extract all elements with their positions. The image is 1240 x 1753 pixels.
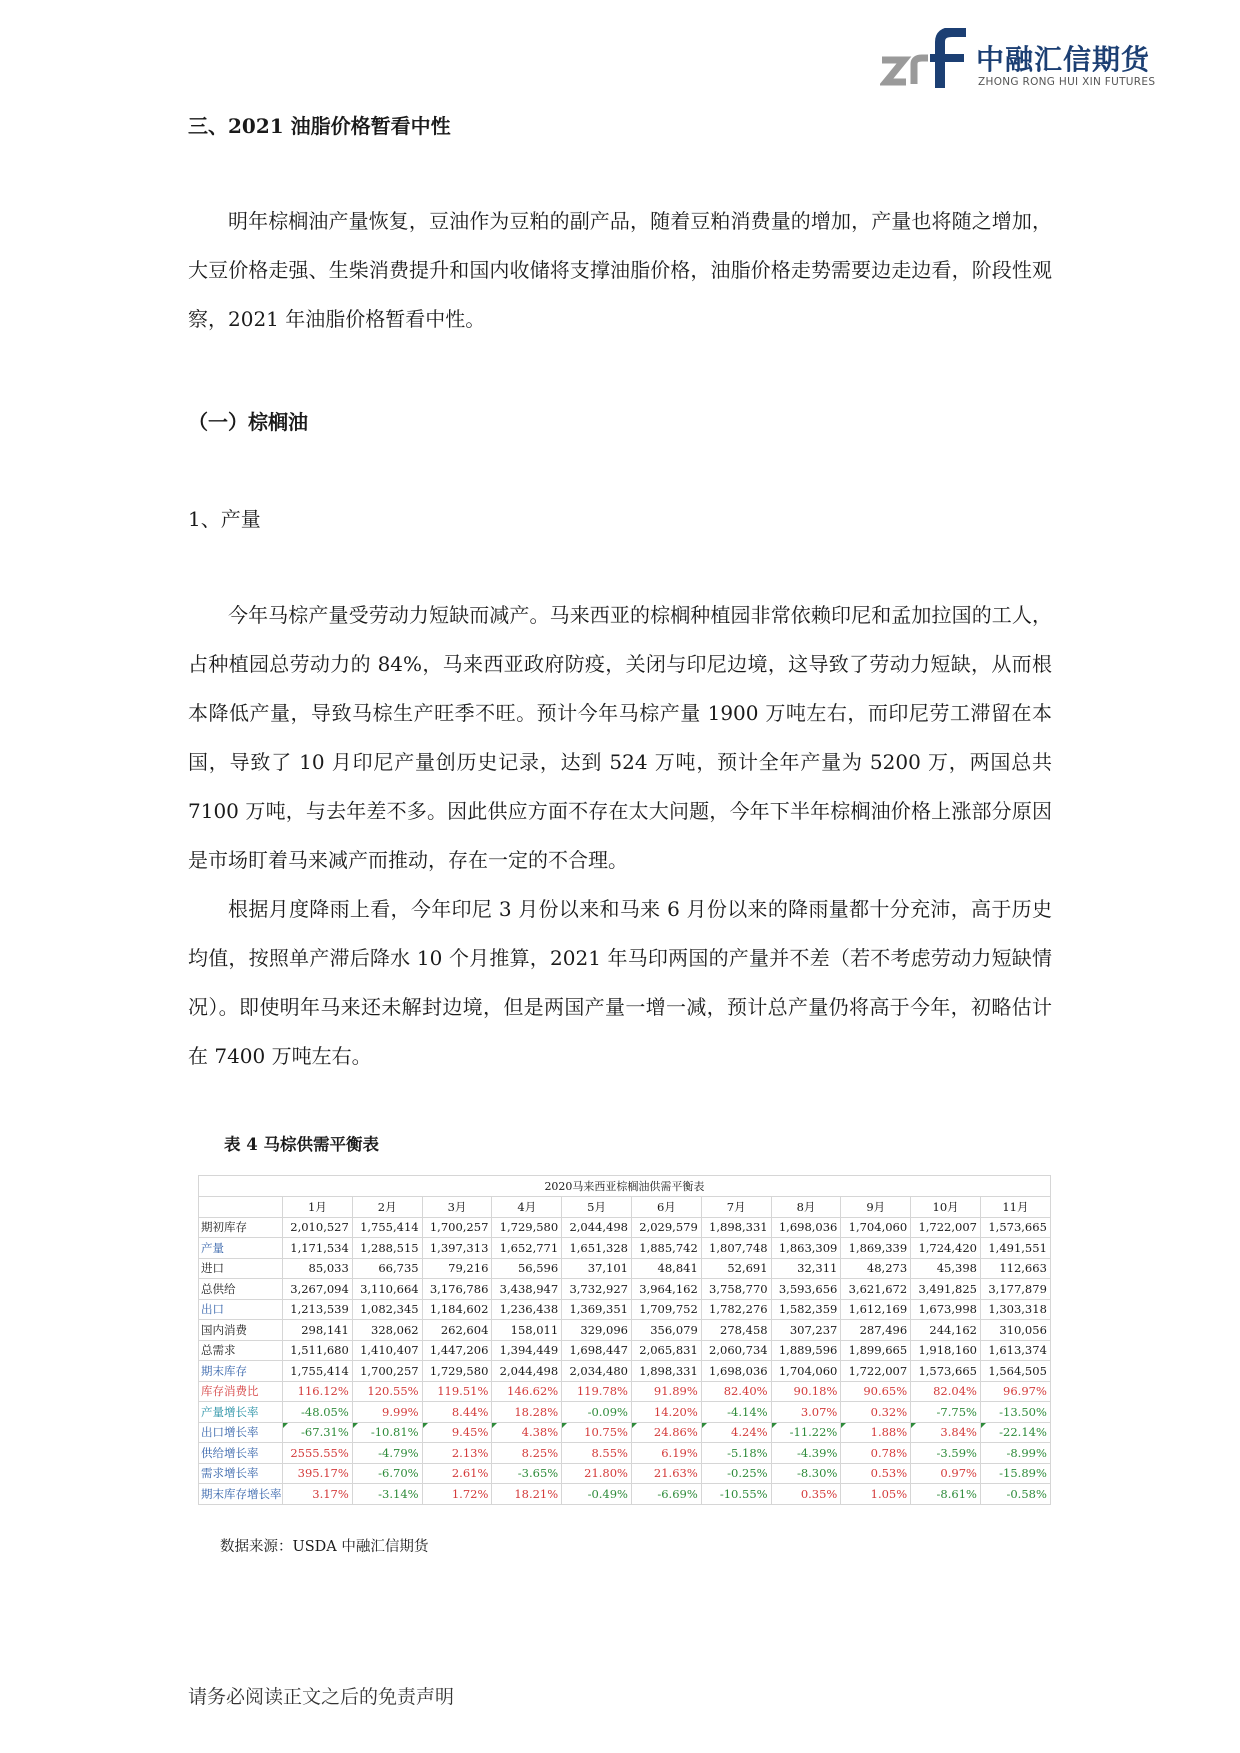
table-cell: 0.97% bbox=[911, 1463, 981, 1484]
table-cell: -8.30% bbox=[771, 1463, 841, 1484]
table-cell: 1,573,665 bbox=[911, 1361, 981, 1382]
row-label: 总供给 bbox=[199, 1279, 283, 1300]
table-row bbox=[199, 1361, 1051, 1382]
intro-paragraph bbox=[188, 197, 1052, 344]
table-cell: 48,273 bbox=[841, 1258, 911, 1279]
table-cell: 3,758,770 bbox=[701, 1279, 771, 1300]
table-cell: 66,735 bbox=[352, 1258, 422, 1279]
table-cell: 287,496 bbox=[841, 1320, 911, 1341]
table-cell: 3.17% bbox=[283, 1484, 353, 1505]
company-logo bbox=[880, 24, 1172, 96]
table-cell: 278,458 bbox=[701, 1320, 771, 1341]
table-cell: -7.75% bbox=[911, 1402, 981, 1423]
table-cell: 356,079 bbox=[631, 1320, 701, 1341]
table-row bbox=[199, 1381, 1051, 1402]
table-cell: 1.88% bbox=[841, 1422, 911, 1443]
table-cell: 2,029,579 bbox=[631, 1217, 701, 1238]
table-cell: 96.97% bbox=[980, 1381, 1050, 1402]
disclaimer-footer: 请务必阅读正文之后的免责声明 bbox=[188, 1686, 455, 1708]
body-paragraphs bbox=[188, 591, 1052, 1081]
table-caption: 表 4 马棕供需平衡表 bbox=[224, 1135, 379, 1154]
table-cell: 85,033 bbox=[283, 1258, 353, 1279]
table-cell: -8.99% bbox=[980, 1443, 1050, 1464]
table-cell: -10.55% bbox=[701, 1484, 771, 1505]
table-cell: 0.32% bbox=[841, 1402, 911, 1423]
table-cell: -15.89% bbox=[980, 1463, 1050, 1484]
table-cell: 24.86% bbox=[631, 1422, 701, 1443]
table-cell: 1,511,680 bbox=[283, 1340, 353, 1361]
table-cell: 2,065,831 bbox=[631, 1340, 701, 1361]
row-label: 出口 bbox=[199, 1299, 283, 1320]
table-cell: 1,288,515 bbox=[352, 1238, 422, 1259]
table-row bbox=[199, 1463, 1051, 1484]
table-cell: 1,700,257 bbox=[422, 1217, 492, 1238]
month-header: 8月 bbox=[771, 1197, 841, 1218]
table-cell: -3.65% bbox=[492, 1463, 562, 1484]
table-cell: 32,311 bbox=[771, 1258, 841, 1279]
month-header: 4月 bbox=[492, 1197, 562, 1218]
table-cell: 3,267,094 bbox=[283, 1279, 353, 1300]
row-label: 国内消费 bbox=[199, 1320, 283, 1341]
table-cell: 52,691 bbox=[701, 1258, 771, 1279]
table-cell: 0.35% bbox=[771, 1484, 841, 1505]
table-row bbox=[199, 1258, 1051, 1279]
table-cell: 1,397,313 bbox=[422, 1238, 492, 1259]
table-cell: 21.80% bbox=[562, 1463, 632, 1484]
table-cell: 116.12% bbox=[283, 1381, 353, 1402]
table-cell: -4.39% bbox=[771, 1443, 841, 1464]
table-cell: 14.20% bbox=[631, 1402, 701, 1423]
table-cell: 1,447,206 bbox=[422, 1340, 492, 1361]
table-cell: 3,964,162 bbox=[631, 1279, 701, 1300]
table-cell: 1,673,998 bbox=[911, 1299, 981, 1320]
table-cell: 3,621,672 bbox=[841, 1279, 911, 1300]
table-cell: 91.89% bbox=[631, 1381, 701, 1402]
table-cell: -3.59% bbox=[911, 1443, 981, 1464]
table-cell: 1,704,060 bbox=[771, 1361, 841, 1382]
table-cell: 1,724,420 bbox=[911, 1238, 981, 1259]
table-cell: 1,755,414 bbox=[283, 1361, 353, 1382]
table-cell: 2,010,527 bbox=[283, 1217, 353, 1238]
row-label: 总需求 bbox=[199, 1340, 283, 1361]
table-cell: 1,885,742 bbox=[631, 1238, 701, 1259]
month-header: 10月 bbox=[911, 1197, 981, 1218]
row-label: 期末库存增长率 bbox=[199, 1484, 283, 1505]
table-cell: -4.79% bbox=[352, 1443, 422, 1464]
table-cell: 56,596 bbox=[492, 1258, 562, 1279]
row-label: 产量增长率 bbox=[199, 1402, 283, 1423]
month-header: 11月 bbox=[980, 1197, 1050, 1218]
table-row bbox=[199, 1299, 1051, 1320]
table-cell: 2,044,498 bbox=[562, 1217, 632, 1238]
table-cell: -6.69% bbox=[631, 1484, 701, 1505]
table-cell: -22.14% bbox=[980, 1422, 1050, 1443]
table-cell: 158,011 bbox=[492, 1320, 562, 1341]
table-cell: -11.22% bbox=[771, 1422, 841, 1443]
table-cell: 1,394,449 bbox=[492, 1340, 562, 1361]
table-cell: 1,863,309 bbox=[771, 1238, 841, 1259]
table-cell: -8.61% bbox=[911, 1484, 981, 1505]
table-cell: 0.78% bbox=[841, 1443, 911, 1464]
table-row bbox=[199, 1443, 1051, 1464]
table-cell: 1,651,328 bbox=[562, 1238, 632, 1259]
table-cell: 1,869,339 bbox=[841, 1238, 911, 1259]
table-cell: 1,303,318 bbox=[980, 1299, 1050, 1320]
paragraph-text: 根据月度降雨上看，今年印尼 3 月份以来和马来 6 月份以来的降雨量都十分充沛，高于历史均值，按照单产滞后降水 10 个月推算，2021 年马印两国的产量并不差（若不考虑劳动力短缺情况）。即使明年马来还未解封边境，但是两国产量一增一减，预计总产量仍将高于今年，初略估计在 7400 万吨左右。 bbox=[188, 897, 1052, 1068]
table-cell: 120.55% bbox=[352, 1381, 422, 1402]
table-cell: 2,034,480 bbox=[562, 1361, 632, 1382]
balance-table bbox=[198, 1175, 1051, 1505]
table-cell: -67.31% bbox=[283, 1422, 353, 1443]
table-cell: 1.72% bbox=[422, 1484, 492, 1505]
table-cell: -48.05% bbox=[283, 1402, 353, 1423]
paragraph-text: 今年马棕产量受劳动力短缺而减产。马来西亚的棕榈种植园非常依赖印尼和孟加拉国的工人，占种植园总劳动力的 84%，马来西亚政府防疫，关闭与印尼边境，这导致了劳动力短缺，从而根本降低产量，导致马棕生产旺季不旺。预计今年马棕产量 1900 万吨左右，而印尼劳工滞留在本国，导致了 10 月印尼产量创历史记录，达到 524 万吨，预计全年产量为 5200 万，两国总共 7100 万吨，与去年差不多。因此供应方面不存在太大问题，今年下半年棕榈油价格上涨部分原因是市场盯着马来减产而推动，存在一定的不合理。 bbox=[188, 603, 1052, 872]
table-cell: 310,056 bbox=[980, 1320, 1050, 1341]
month-header: 1月 bbox=[283, 1197, 353, 1218]
table-row bbox=[199, 1422, 1051, 1443]
table-cell: 2,060,734 bbox=[701, 1340, 771, 1361]
row-label: 产量 bbox=[199, 1238, 283, 1259]
table-cell: 90.18% bbox=[771, 1381, 841, 1402]
table-body bbox=[199, 1217, 1051, 1504]
table-cell: 21.63% bbox=[631, 1463, 701, 1484]
table-cell: 9.45% bbox=[422, 1422, 492, 1443]
table-cell: 298,141 bbox=[283, 1320, 353, 1341]
table-cell: 1,213,539 bbox=[283, 1299, 353, 1320]
table-cell: 1,722,007 bbox=[911, 1217, 981, 1238]
table-cell: 8.55% bbox=[562, 1443, 632, 1464]
table-cell: 2555.55% bbox=[283, 1443, 353, 1464]
table-cell: 82.40% bbox=[701, 1381, 771, 1402]
table-cell: 6.19% bbox=[631, 1443, 701, 1464]
table-cell: 1,236,438 bbox=[492, 1299, 562, 1320]
table-cell: 329,096 bbox=[562, 1320, 632, 1341]
table-cell: 1.05% bbox=[841, 1484, 911, 1505]
table-row bbox=[199, 1340, 1051, 1361]
subsection-heading: （一）棕榈油 bbox=[188, 410, 308, 434]
table-cell: 2,044,498 bbox=[492, 1361, 562, 1382]
row-label: 需求增长率 bbox=[199, 1463, 283, 1484]
table-cell: 3,438,947 bbox=[492, 1279, 562, 1300]
paragraph-text: 明年棕榈油产量恢复，豆油作为豆粕的副产品，随着豆粕消费量的增加，产量也将随之增加，大豆价格走强、生柴消费提升和国内收储将支撑油脂价格，油脂价格走势需要边走边看，阶段性观察，2021 年油脂价格暂看中性。 bbox=[188, 209, 1052, 331]
table-cell: 3,176,786 bbox=[422, 1279, 492, 1300]
table-cell: 3,491,825 bbox=[911, 1279, 981, 1300]
table-cell: 1,899,665 bbox=[841, 1340, 911, 1361]
table-cell: 1,171,534 bbox=[283, 1238, 353, 1259]
table-cell: 1,918,160 bbox=[911, 1340, 981, 1361]
table-cell: -0.09% bbox=[562, 1402, 632, 1423]
table-cell: 1,889,596 bbox=[771, 1340, 841, 1361]
table-cell: 90.65% bbox=[841, 1381, 911, 1402]
logo-name-cn: 中融汇信期货 bbox=[976, 43, 1151, 76]
row-label: 库存消费比 bbox=[199, 1381, 283, 1402]
table-cell: 1,184,602 bbox=[422, 1299, 492, 1320]
row-label: 期初库存 bbox=[199, 1217, 283, 1238]
month-header: 9月 bbox=[841, 1197, 911, 1218]
row-label: 进口 bbox=[199, 1258, 283, 1279]
table-cell: 8.44% bbox=[422, 1402, 492, 1423]
table-cell: 4.38% bbox=[492, 1422, 562, 1443]
table-cell: 3.07% bbox=[771, 1402, 841, 1423]
table-cell: 48,841 bbox=[631, 1258, 701, 1279]
table-cell: 1,898,331 bbox=[701, 1217, 771, 1238]
table-title: 2020马来西亚棕榈油供需平衡表 bbox=[199, 1176, 1051, 1197]
table-cell: 3,110,664 bbox=[352, 1279, 422, 1300]
table-cell: 1,704,060 bbox=[841, 1217, 911, 1238]
table-cell: 1,613,374 bbox=[980, 1340, 1050, 1361]
table-row bbox=[199, 1217, 1051, 1238]
table-cell: 1,582,359 bbox=[771, 1299, 841, 1320]
table-cell: -13.50% bbox=[980, 1402, 1050, 1423]
table-cell: 4.24% bbox=[701, 1422, 771, 1443]
table-cell: 1,491,551 bbox=[980, 1238, 1050, 1259]
table-cell: 1,573,665 bbox=[980, 1217, 1050, 1238]
table-cell: 1,410,407 bbox=[352, 1340, 422, 1361]
table-cell: -6.70% bbox=[352, 1463, 422, 1484]
data-source: 数据来源：USDA 中融汇信期货 bbox=[220, 1539, 429, 1555]
table-cell: -10.81% bbox=[352, 1422, 422, 1443]
table-cell: 3,732,927 bbox=[562, 1279, 632, 1300]
table-cell: 1,698,036 bbox=[701, 1361, 771, 1382]
table-title-row bbox=[199, 1176, 1051, 1197]
table-cell: 10.75% bbox=[562, 1422, 632, 1443]
table-cell: 2.13% bbox=[422, 1443, 492, 1464]
table-cell: 119.78% bbox=[562, 1381, 632, 1402]
item-heading: 1、产量 bbox=[188, 507, 261, 531]
table-cell: 37,101 bbox=[562, 1258, 632, 1279]
table-cell: 1,722,007 bbox=[841, 1361, 911, 1382]
table-row bbox=[199, 1402, 1051, 1423]
table-cell: 82.04% bbox=[911, 1381, 981, 1402]
month-header: 7月 bbox=[701, 1197, 771, 1218]
table-cell: 119.51% bbox=[422, 1381, 492, 1402]
table-cell: 1,612,169 bbox=[841, 1299, 911, 1320]
table-cell: 79,216 bbox=[422, 1258, 492, 1279]
table-cell: 1,782,276 bbox=[701, 1299, 771, 1320]
table-cell: 3,593,656 bbox=[771, 1279, 841, 1300]
row-label: 供给增长率 bbox=[199, 1443, 283, 1464]
table-cell: 307,237 bbox=[771, 1320, 841, 1341]
table-cell: 18.28% bbox=[492, 1402, 562, 1423]
row-label: 期末库存 bbox=[199, 1361, 283, 1382]
table-cell: 3,177,879 bbox=[980, 1279, 1050, 1300]
table-cell: 1,700,257 bbox=[352, 1361, 422, 1382]
table-cell: 244,162 bbox=[911, 1320, 981, 1341]
table-row bbox=[199, 1484, 1051, 1505]
table-cell: -0.58% bbox=[980, 1484, 1050, 1505]
table-row bbox=[199, 1320, 1051, 1341]
table-row bbox=[199, 1279, 1051, 1300]
month-header: 3月 bbox=[422, 1197, 492, 1218]
table-cell: -0.49% bbox=[562, 1484, 632, 1505]
table-cell: 8.25% bbox=[492, 1443, 562, 1464]
section-heading: 三、2021 油脂价格暂看中性 bbox=[188, 114, 451, 138]
table-cell: 1,729,580 bbox=[422, 1361, 492, 1382]
table-cell: 1,709,752 bbox=[631, 1299, 701, 1320]
table-row bbox=[199, 1238, 1051, 1259]
balance-table-container bbox=[198, 1175, 1050, 1505]
table-cell: 1,807,748 bbox=[701, 1238, 771, 1259]
table-cell: 1,082,345 bbox=[352, 1299, 422, 1320]
table-cell: 2.61% bbox=[422, 1463, 492, 1484]
table-cell: 112,663 bbox=[980, 1258, 1050, 1279]
table-cell: 45,398 bbox=[911, 1258, 981, 1279]
table-cell: 3.84% bbox=[911, 1422, 981, 1443]
zrf-logo-mark-icon bbox=[880, 28, 968, 90]
month-header: 5月 bbox=[562, 1197, 632, 1218]
table-cell: -4.14% bbox=[701, 1402, 771, 1423]
table-cell: -0.25% bbox=[701, 1463, 771, 1484]
month-header: 2月 bbox=[352, 1197, 422, 1218]
table-cell: 1,729,580 bbox=[492, 1217, 562, 1238]
table-cell: 1,564,505 bbox=[980, 1361, 1050, 1382]
table-cell: -5.18% bbox=[701, 1443, 771, 1464]
table-cell: 328,062 bbox=[352, 1320, 422, 1341]
table-cell: 1,898,331 bbox=[631, 1361, 701, 1382]
table-header-row bbox=[199, 1197, 1051, 1218]
month-header: 6月 bbox=[631, 1197, 701, 1218]
row-label: 出口增长率 bbox=[199, 1422, 283, 1443]
header-corner bbox=[199, 1197, 283, 1218]
table-cell: 262,604 bbox=[422, 1320, 492, 1341]
table-cell: 1,698,447 bbox=[562, 1340, 632, 1361]
table-cell: 0.53% bbox=[841, 1463, 911, 1484]
logo-name-en: ZHONG RONG HUI XIN FUTURES bbox=[978, 76, 1156, 88]
table-cell: 1,698,036 bbox=[771, 1217, 841, 1238]
table-cell: 1,755,414 bbox=[352, 1217, 422, 1238]
table-cell: 1,652,771 bbox=[492, 1238, 562, 1259]
table-cell: 1,369,351 bbox=[562, 1299, 632, 1320]
table-cell: 9.99% bbox=[352, 1402, 422, 1423]
table-cell: 18.21% bbox=[492, 1484, 562, 1505]
table-cell: 146.62% bbox=[492, 1381, 562, 1402]
table-cell: 395.17% bbox=[283, 1463, 353, 1484]
table-cell: -3.14% bbox=[352, 1484, 422, 1505]
